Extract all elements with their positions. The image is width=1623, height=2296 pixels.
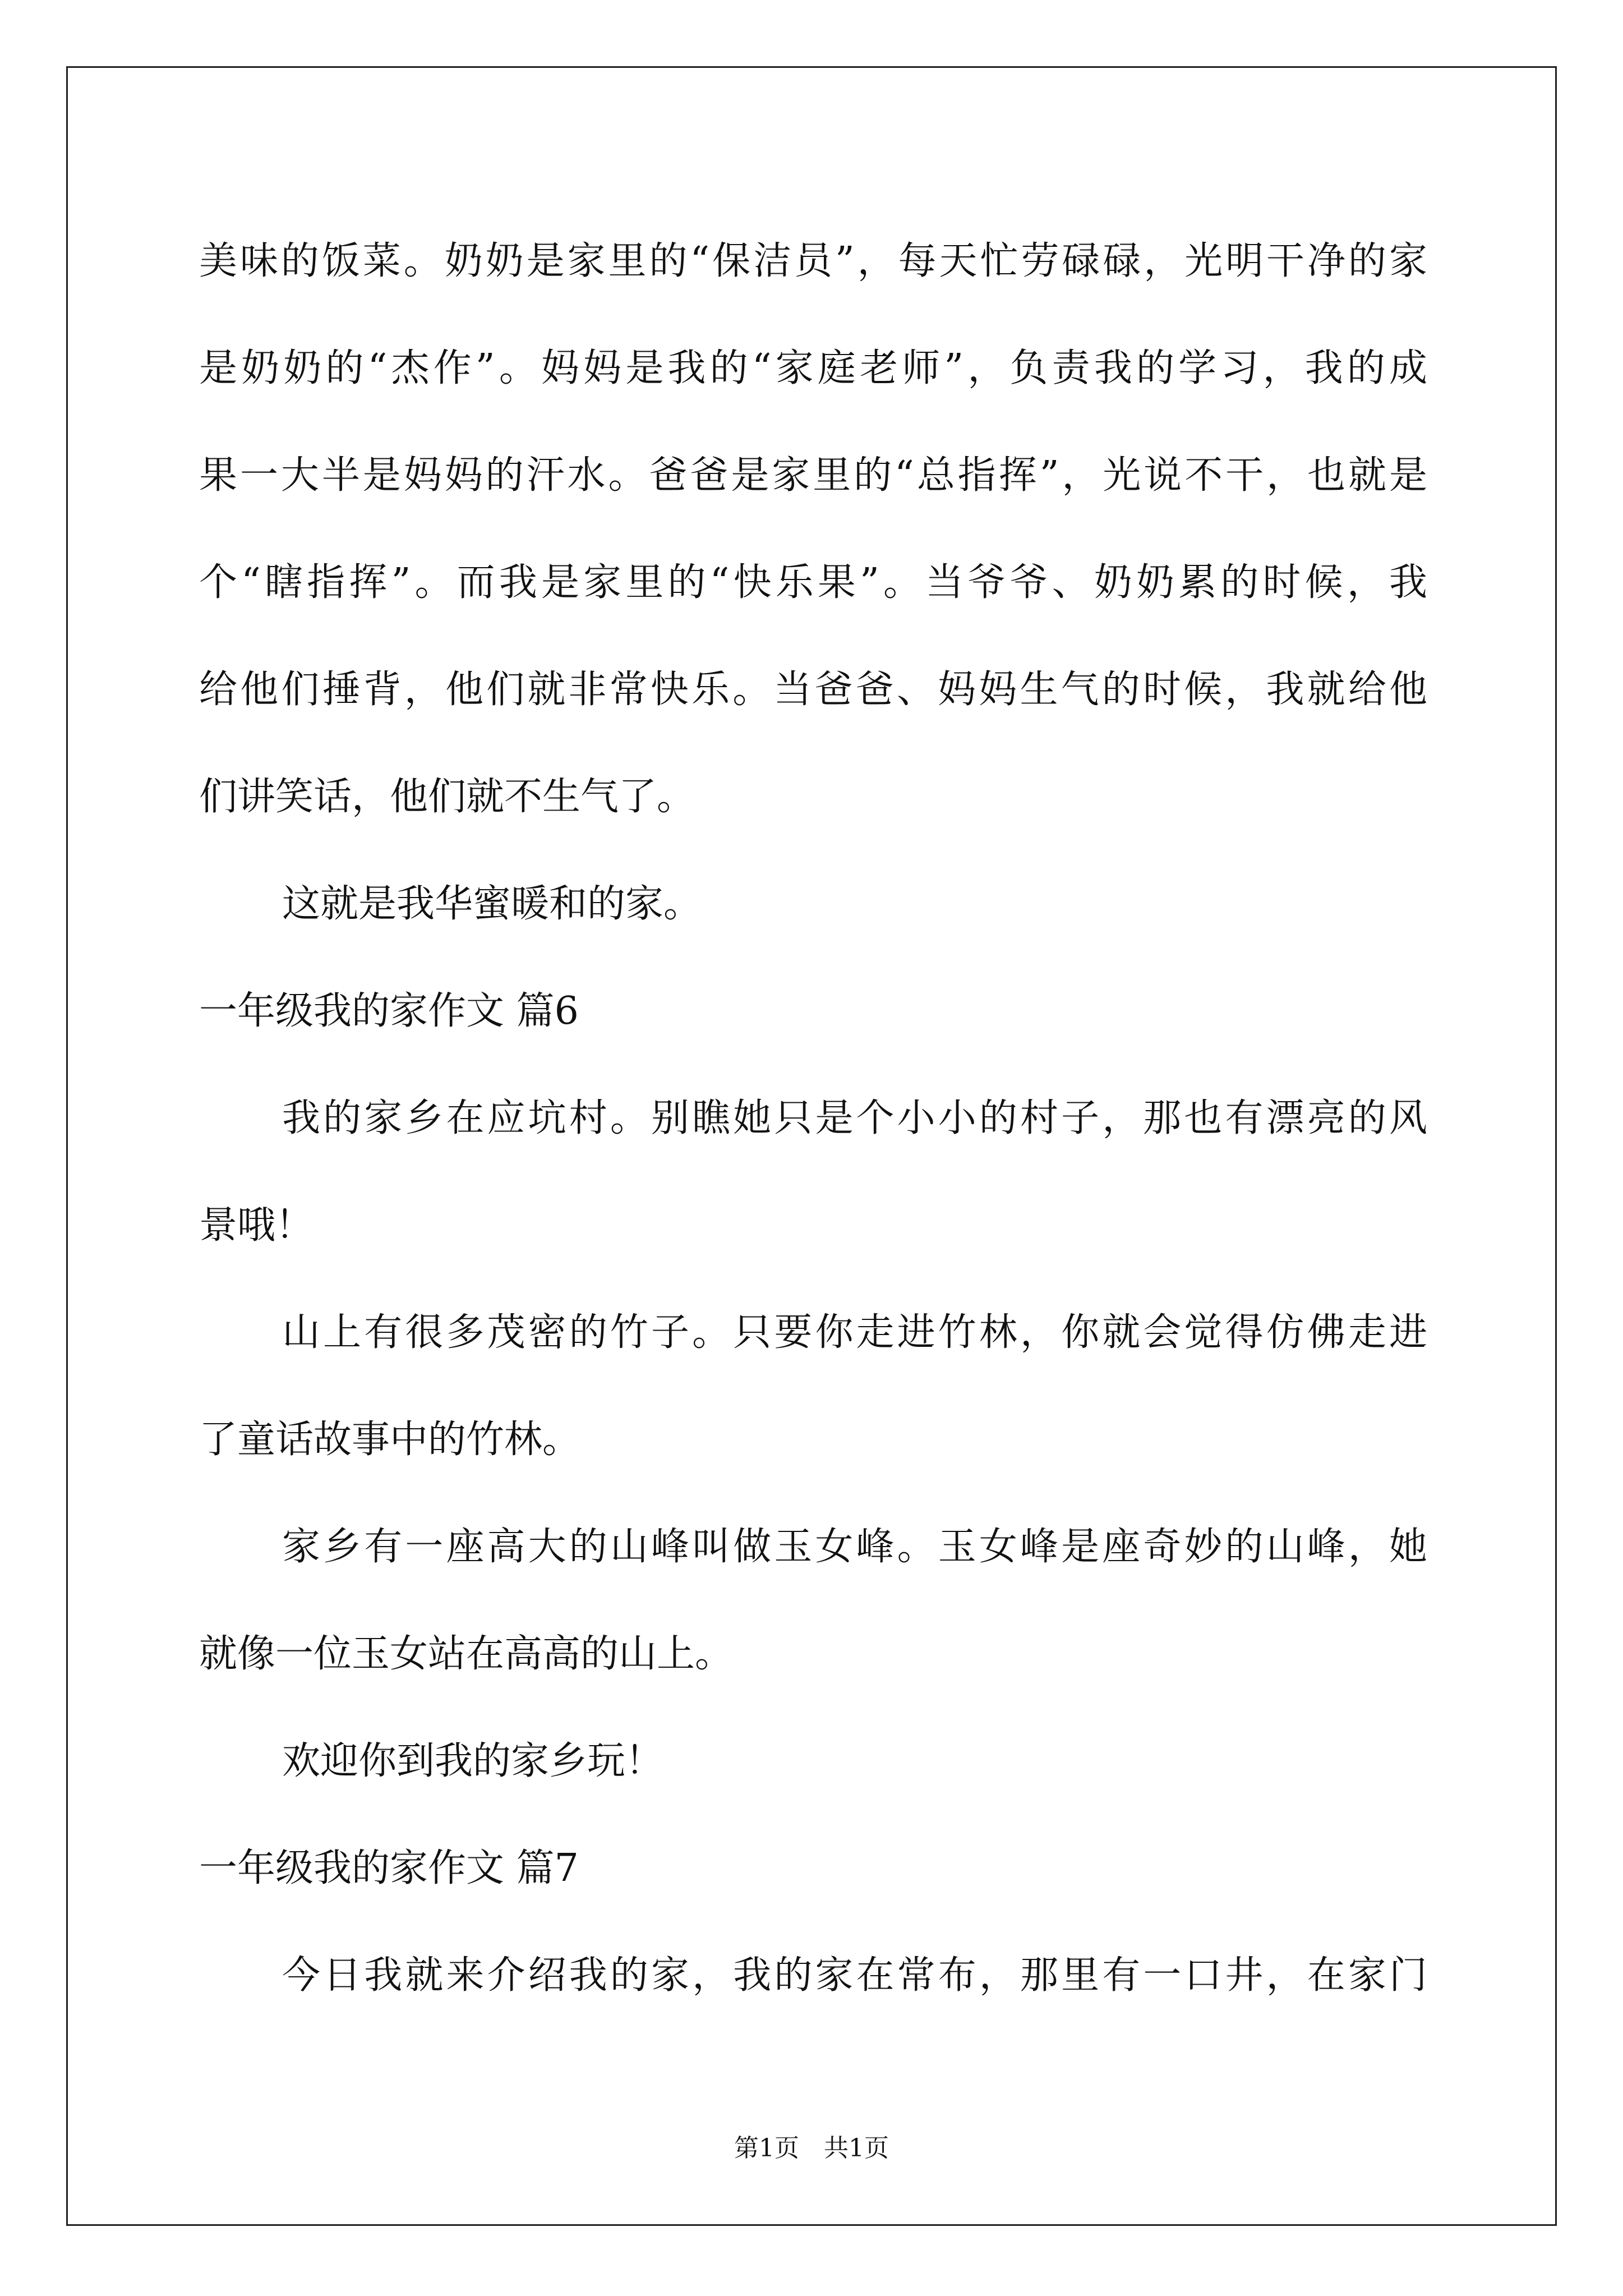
paragraph-line: 欢迎你到我的家乡玩！: [282, 1739, 664, 1783]
text-line: 美味的饭菜。奶奶是家里的“保洁员”，每天忙劳碌碌，光明干净的家: [199, 239, 1427, 283]
text-line: 们讲笑话，他们就不生气了。: [199, 775, 695, 819]
document-body: [199, 208, 1427, 2029]
page-footer: [0, 2132, 1623, 2165]
page-number: 第1页: [734, 2134, 799, 2162]
text-line: 个“瞎指挥”。而我是家里的“快乐果”。当爷爷、奶奶累的时候，我: [199, 560, 1427, 605]
paragraph-line: 山上有很多茂密的竹子。只要你走进竹林，你就会觉得仿佛走进: [282, 1310, 1427, 1355]
paragraph-line: 我的家乡在应坑村。别瞧她只是个小小的村子，那也有漂亮的风: [282, 1096, 1427, 1140]
paragraph-line: 家乡有一座高大的山峰叫做玉女峰。玉女峰是座奇妙的山峰，她: [282, 1525, 1427, 1569]
text-line: 了童话故事中的竹林。: [199, 1418, 581, 1462]
text-line: 是奶奶的“杰作”。妈妈是我的“家庭老师”，负责我的学习，我的成: [199, 346, 1427, 390]
page-total: 共1页: [824, 2134, 889, 2162]
text-line: 果一大半是妈妈的汗水。爸爸是家里的“总指挥”，光说不干，也就是: [199, 453, 1427, 498]
text-line: 给他们捶背，他们就非常快乐。当爸爸、妈妈生气的时候，我就给他: [199, 668, 1427, 712]
text-line: 景哦！: [199, 1203, 314, 1248]
paragraph-line: 这就是我华蜜暖和的家。: [282, 882, 702, 926]
section-heading: 一年级我的家作文 篇7: [199, 1846, 579, 1890]
text-line: 就像一位玉女站在高高的山上。: [199, 1632, 734, 1676]
section-heading: 一年级我的家作文 篇6: [199, 989, 579, 1033]
paragraph-line: 今日我就来介绍我的家，我的家在常布，那里有一口井，在家门: [282, 1953, 1427, 1998]
